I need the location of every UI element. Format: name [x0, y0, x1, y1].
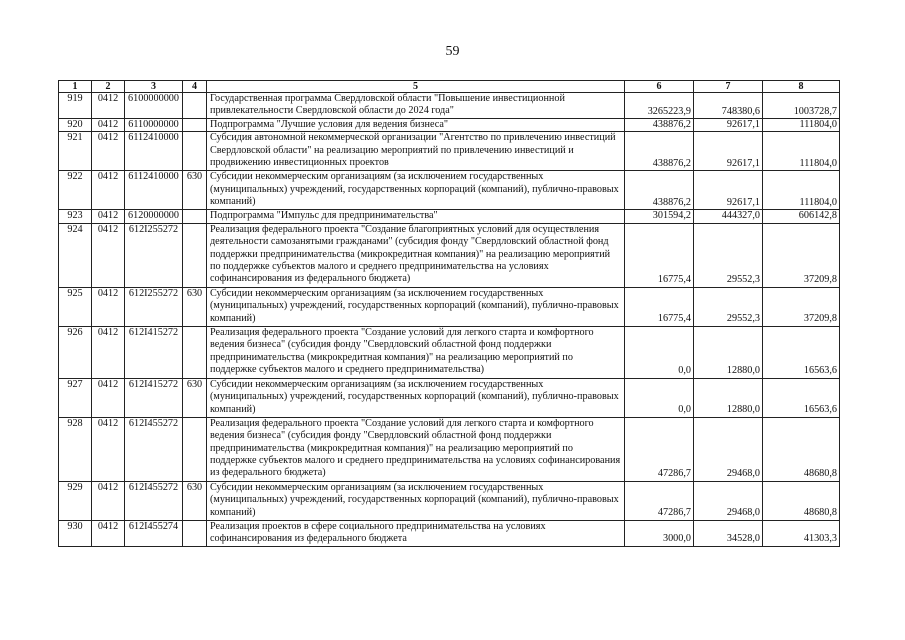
- expense-type-cell: [183, 93, 207, 119]
- table-row: [59, 326, 840, 378]
- target-article-cell: 612I455272: [125, 417, 183, 481]
- expense-type-cell: 630: [183, 171, 207, 210]
- row-number-cell: 920: [59, 119, 92, 132]
- column-header-7: 7: [694, 81, 763, 93]
- expense-type-cell: [183, 326, 207, 378]
- amount-2024-cell: 16563,6: [763, 326, 840, 378]
- row-number-cell: 921: [59, 132, 92, 171]
- amount-2024-cell: 111804,0: [763, 132, 840, 171]
- item-name-cell: Реализация федерального проекта "Создание благоприятных условий для осуществления деятельности самозанятыми гражданами" (субсидия фонду "Свердловский областной фонд поддержки предпринимательства (микрокредитная компания)" на реализацию мероприятий по поддержке субъектов малого и среднего предпринимательства на условиях софинансирования из федерального бюджета): [207, 223, 625, 287]
- amount-2024-cell: 37209,8: [763, 287, 840, 326]
- amount-2022-cell: 16775,4: [625, 223, 694, 287]
- amount-2023-cell: 12880,0: [694, 326, 763, 378]
- column-header-2: 2: [92, 81, 125, 93]
- table-row: [59, 481, 840, 520]
- item-name-cell: Субсидия автономной некоммерческой организации "Агентство по привлечению инвестиций Свердловской области" на реализацию мероприятий по привлечению инвестиций и продвижению инвестиционных проектов: [207, 132, 625, 171]
- expense-type-cell: [183, 132, 207, 171]
- expense-type-cell: [183, 119, 207, 132]
- row-number-cell: 927: [59, 378, 92, 417]
- row-number-cell: 930: [59, 520, 92, 546]
- amount-2024-cell: 111804,0: [763, 171, 840, 210]
- table-row: [59, 287, 840, 326]
- row-number-cell: 929: [59, 481, 92, 520]
- amount-2022-cell: 47286,7: [625, 481, 694, 520]
- item-name-cell: Подпрограмма "Лучшие условия для ведения бизнеса": [207, 119, 625, 132]
- amount-2023-cell: 34528,0: [694, 520, 763, 546]
- column-header-3: 3: [125, 81, 183, 93]
- item-name-cell: Государственная программа Свердловской области "Повышение инвестиционной привлекательности Свердловской области до 2024 года": [207, 93, 625, 119]
- expense-type-cell: [183, 417, 207, 481]
- item-name-cell: Субсидии некоммерческим организациям (за исключением государственных (муниципальных) учреждений, государственных корпораций (компаний), публично-правовых компаний): [207, 171, 625, 210]
- expense-type-cell: [183, 520, 207, 546]
- amount-2022-cell: 0,0: [625, 326, 694, 378]
- column-header-1: 1: [59, 81, 92, 93]
- section-code-cell: 0412: [92, 119, 125, 132]
- row-number-cell: 925: [59, 287, 92, 326]
- expense-type-cell: 630: [183, 481, 207, 520]
- column-header-6: 6: [625, 81, 694, 93]
- target-article-cell: 6110000000: [125, 119, 183, 132]
- amount-2024-cell: 606142,8: [763, 210, 840, 223]
- amount-2023-cell: 29552,3: [694, 223, 763, 287]
- table-row: [59, 378, 840, 417]
- section-code-cell: 0412: [92, 326, 125, 378]
- row-number-cell: 922: [59, 171, 92, 210]
- table-row: [59, 119, 840, 132]
- row-number-cell: 924: [59, 223, 92, 287]
- item-name-cell: Субсидии некоммерческим организациям (за исключением государственных (муниципальных) учреждений, государственных корпораций (компаний), публично-правовых компаний): [207, 378, 625, 417]
- amount-2022-cell: 3265223,9: [625, 93, 694, 119]
- amount-2024-cell: 48680,8: [763, 481, 840, 520]
- amount-2024-cell: 1003728,7: [763, 93, 840, 119]
- amount-2023-cell: 444327,0: [694, 210, 763, 223]
- expense-type-cell: 630: [183, 287, 207, 326]
- item-name-cell: Субсидии некоммерческим организациям (за исключением государственных (муниципальных) учреждений, государственных корпораций (компаний), публично-правовых компаний): [207, 481, 625, 520]
- table-row: [59, 132, 840, 171]
- target-article-cell: 6112410000: [125, 132, 183, 171]
- amount-2023-cell: 92617,1: [694, 132, 763, 171]
- expense-type-cell: [183, 223, 207, 287]
- section-code-cell: 0412: [92, 417, 125, 481]
- section-code-cell: 0412: [92, 171, 125, 210]
- item-name-cell: Реализация федерального проекта "Создание условий для легкого старта и комфортного ведения бизнеса" (субсидия фонду "Свердловский областной фонд поддержки предпринимательства (микрокредитная компания)" на реализацию мероприятий по поддержке субъектов малого и среднего предпринимательства на условиях софинансирования из федерального бюджета): [207, 417, 625, 481]
- section-code-cell: 0412: [92, 93, 125, 119]
- amount-2022-cell: 301594,2: [625, 210, 694, 223]
- amount-2023-cell: 12880,0: [694, 378, 763, 417]
- item-name-cell: Субсидии некоммерческим организациям (за исключением государственных (муниципальных) учреждений, государственных корпораций (компаний), публично-правовых компаний): [207, 287, 625, 326]
- column-header-5: 5: [207, 81, 625, 93]
- section-code-cell: 0412: [92, 520, 125, 546]
- table-row: [59, 171, 840, 210]
- target-article-cell: 6100000000: [125, 93, 183, 119]
- target-article-cell: 612I255272: [125, 287, 183, 326]
- section-code-cell: 0412: [92, 132, 125, 171]
- amount-2023-cell: 29468,0: [694, 417, 763, 481]
- section-code-cell: 0412: [92, 287, 125, 326]
- amount-2022-cell: 438876,2: [625, 171, 694, 210]
- expense-type-cell: 630: [183, 378, 207, 417]
- item-name-cell: Реализация проектов в сфере социального предпринимательства на условиях софинансирования из федерального бюджета: [207, 520, 625, 546]
- section-code-cell: 0412: [92, 378, 125, 417]
- amount-2022-cell: 47286,7: [625, 417, 694, 481]
- section-code-cell: 0412: [92, 223, 125, 287]
- table-row: [59, 223, 840, 287]
- target-article-cell: 6112410000: [125, 171, 183, 210]
- row-number-cell: 923: [59, 210, 92, 223]
- amount-2024-cell: 48680,8: [763, 417, 840, 481]
- amount-2023-cell: 748380,6: [694, 93, 763, 119]
- section-code-cell: 0412: [92, 210, 125, 223]
- target-article-cell: 612I255272: [125, 223, 183, 287]
- target-article-cell: 612I455272: [125, 481, 183, 520]
- item-name-cell: Подпрограмма "Импульс для предпринимательства": [207, 210, 625, 223]
- target-article-cell: 612I415272: [125, 378, 183, 417]
- item-name-cell: Реализация федерального проекта "Создание условий для легкого старта и комфортного ведения бизнеса" (субсидия фонду "Свердловский областной фонд поддержки предпринимательства (микрокредитная компания)" на реализацию мероприятий по поддержке субъектов малого и среднего предпринимательства): [207, 326, 625, 378]
- amount-2022-cell: 438876,2: [625, 119, 694, 132]
- target-article-cell: 612I415272: [125, 326, 183, 378]
- expense-type-cell: [183, 210, 207, 223]
- header-row: [59, 81, 840, 93]
- amount-2024-cell: 37209,8: [763, 223, 840, 287]
- row-number-cell: 919: [59, 93, 92, 119]
- amount-2023-cell: 29468,0: [694, 481, 763, 520]
- amount-2022-cell: 3000,0: [625, 520, 694, 546]
- row-number-cell: 928: [59, 417, 92, 481]
- amount-2024-cell: 111804,0: [763, 119, 840, 132]
- amount-2022-cell: 0,0: [625, 378, 694, 417]
- amount-2023-cell: 92617,1: [694, 119, 763, 132]
- amount-2023-cell: 92617,1: [694, 171, 763, 210]
- table-row: [59, 210, 840, 223]
- amount-2022-cell: 16775,4: [625, 287, 694, 326]
- column-header-8: 8: [763, 81, 840, 93]
- section-code-cell: 0412: [92, 481, 125, 520]
- budget-table: [58, 80, 840, 547]
- column-header-4: 4: [183, 81, 207, 93]
- page-number: 59: [445, 44, 460, 59]
- row-number-cell: 926: [59, 326, 92, 378]
- amount-2023-cell: 29552,3: [694, 287, 763, 326]
- table-row: [59, 93, 840, 119]
- table-row: [59, 417, 840, 481]
- amount-2024-cell: 41303,3: [763, 520, 840, 546]
- amount-2024-cell: 16563,6: [763, 378, 840, 417]
- table-row: [59, 520, 840, 546]
- target-article-cell: 612I455274: [125, 520, 183, 546]
- amount-2022-cell: 438876,2: [625, 132, 694, 171]
- target-article-cell: 6120000000: [125, 210, 183, 223]
